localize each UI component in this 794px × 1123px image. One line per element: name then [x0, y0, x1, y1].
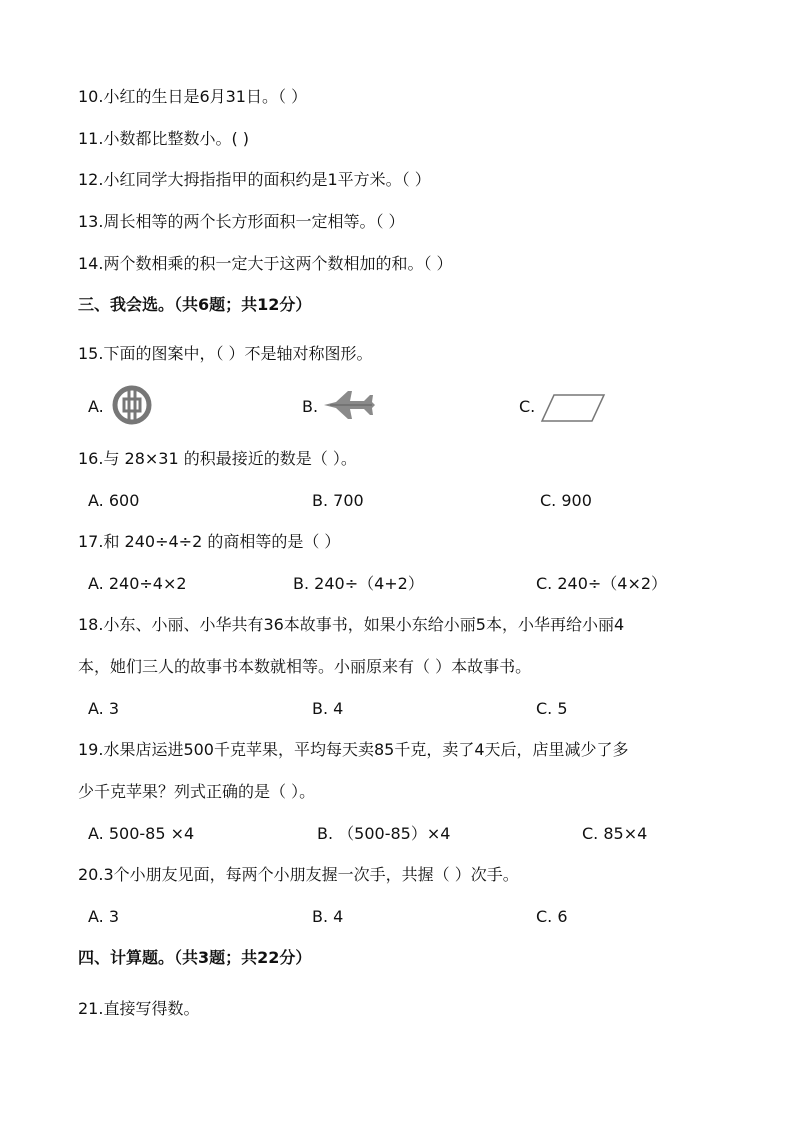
q16-option-c: C. 900 — [540, 491, 592, 510]
question-20: 20.3个小朋友见面，每两个小朋友握一次手，共握（ ）次手。 — [78, 865, 519, 884]
question-16: 16.与 28×31 的积最接近的数是（ ）。 — [78, 449, 357, 468]
q16-option-b: B. 700 — [312, 491, 364, 510]
question-12: 12.小红同学大拇指指甲的面积约是1平方米。（ ） — [78, 170, 431, 189]
q16-option-a: A. 600 — [88, 491, 140, 510]
question-21: 21.直接写得数。 — [78, 999, 200, 1018]
question-14: 14.两个数相乘的积一定大于这两个数相加的和。（ ） — [78, 254, 453, 273]
question-10: 10.小红的生日是6月31日。（ ） — [78, 87, 308, 106]
q18-option-c: C. 5 — [536, 699, 568, 718]
question-19-line-2: 少千克苹果？列式正确的是（ ）。 — [78, 782, 316, 801]
question-17: 17.和 240÷4÷2 的商相等的是（ ） — [78, 532, 341, 551]
q18-option-a: A. 3 — [88, 699, 120, 718]
q17-option-b: B. 240÷（4+2） — [293, 574, 424, 593]
q17-option-c: C. 240÷（4×2） — [536, 574, 668, 593]
q17-option-a: A. 240÷4×2 — [88, 574, 187, 593]
q15-option-c-label: C. — [519, 397, 536, 416]
question-18-line-2: 本，她们三人的故事书本数就相等。小丽原来有（ ）本故事书。 — [78, 657, 532, 676]
question-15: 15.下面的图案中，（ ）不是轴对称图形。 — [78, 344, 373, 363]
fighter-jet-icon — [322, 388, 376, 426]
q20-option-a: A. 3 — [88, 907, 120, 926]
q19-option-b: B. （500-85）×4 — [317, 824, 451, 843]
q15-option-a-label: A. — [88, 397, 104, 416]
q20-option-c: C. 6 — [536, 907, 568, 926]
q20-option-b: B. 4 — [312, 907, 344, 926]
section-3-heading: 三、我会选。（共6题；共12分） — [78, 295, 312, 314]
q15-option-b-label: B. — [302, 397, 319, 416]
q19-option-a: A. 500-85 ×4 — [88, 824, 195, 843]
question-11: 11.小数都比整数小。( ) — [78, 129, 250, 148]
section-4-heading: 四、计算题。（共3题；共22分） — [78, 948, 312, 967]
bank-logo-icon — [108, 385, 156, 429]
q18-option-b: B. 4 — [312, 699, 344, 718]
question-19-line-1: 19.水果店运进500千克苹果，平均每天卖85千克，卖了4天后，店里减少了多 — [78, 740, 629, 759]
question-18-line-1: 18.小东、小丽、小华共有36本故事书，如果小东给小丽5本，小华再给小丽4 — [78, 615, 625, 634]
q19-option-c: C. 85×4 — [582, 824, 648, 843]
question-13: 13.周长相等的两个长方形面积一定相等。（ ） — [78, 212, 405, 231]
parallelogram-icon — [540, 393, 606, 427]
